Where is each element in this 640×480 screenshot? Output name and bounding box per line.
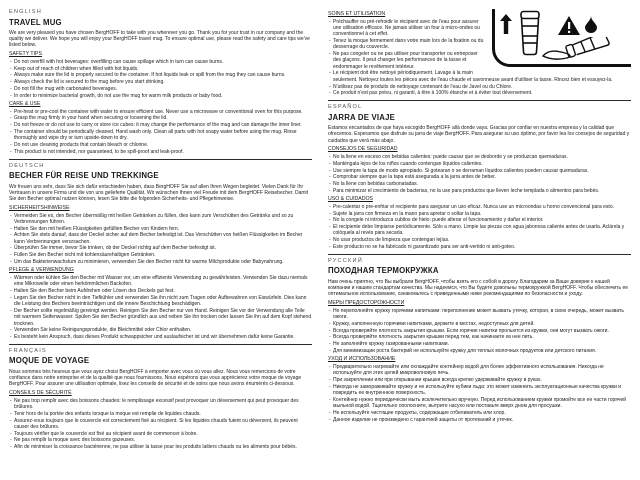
- bullet-item: - No la llene en exceso con bebidas calientes: puede causar que se desborde y se produzcan quemaduras.: [328, 154, 631, 160]
- language-label-deutsch: DEUTSCH: [9, 162, 45, 169]
- bullet-item: - Sujete la jarra con firmeza en la mano para apretar o soltar la tapa.: [328, 211, 631, 217]
- bullet-list-deutsch-safety: [9, 213, 312, 266]
- subheading-safety-tips: SAFETY TIPS: [9, 51, 42, 58]
- section-title-espanol: JARRA DE VIAJE: [328, 112, 396, 122]
- bullet-item: - Контейнер нужно периодически мыть исключительно вручную. Перед использованием кружки промойте все ее части горячей мыльной водой. Тщательно ополосните, вытрите насухо или поставьте вверх дном для просушки.: [328, 397, 631, 410]
- subheading-uso-cuidados: USO & CUIDADOS: [328, 196, 373, 203]
- bullet-item: - Do not overfill with hot beverages: overfilling can cause spillage which in turn can cause burns.: [9, 59, 312, 65]
- section-francais-care: [328, 11, 631, 97]
- bullet-item: - N'utilisez pas de produits de nettoyage contenant de l'eau de Javel ou du Chlore.: [328, 84, 631, 90]
- bullet-item: - Ne pas congeler ou ne pas utiliser pour transporter ou entreposer des glaçons. Il peut changer les performances de la tasse et endommager le revêtement intérieur.: [328, 51, 631, 70]
- bullet-item: - Предварительно нагревайте или охлаждайте контейнер водой для более эффективного использования. Никогда не используйте для этих целей микроволновую печь.: [328, 364, 631, 377]
- section-english: [9, 9, 312, 155]
- language-label-russian: РУССКИЙ: [328, 257, 363, 264]
- bullet-item: - No la congele ni introduzca cubitos de hielo: puede alterar el funcionamiento y dañar el interior.: [328, 217, 631, 223]
- bullet-item: - El recipiente debe limpiarse periódicamente. Sólo a mano. Limpie las piezas con agua jabonosa caliente antes de usarla. Aclárela y colóquela al revés para secarla.: [328, 224, 631, 237]
- bullet-item: - Comprobar siempre que la tapa está asegurada a la jarra antes de beber.: [328, 174, 631, 180]
- bullet-list-english-care: [9, 109, 312, 156]
- bullet-list-russian-care: [328, 364, 631, 423]
- section-divider: [9, 159, 312, 160]
- bullet-item: - Füllen Sie den Becher nicht mit kohlensäurehaltigen Getränken.: [9, 252, 312, 258]
- bullet-item: - Verwenden Sie keine Reinigungsprodukte, die Bleichmittel oder Chlor enthalten.: [9, 327, 312, 333]
- bullet-item: - Vermeiden Sie es, den Becher übermäßig mit heißen Getränken zu füllen, dies kann zum Verschütten des Getränks und so zu Verbrennungen führen.: [9, 213, 312, 226]
- bullet-item: - Tenez la moque fermement dans votre main lors de la fixation ou du desserrage du couvercle.: [328, 38, 631, 51]
- bullet-item: - In order to minimize bacterial growth, do not use the mug for warm milk products or baby food.: [9, 93, 312, 99]
- bullet-item: - Always check the lid is secured to the mug before you start drinking.: [9, 79, 312, 85]
- section-intro-russian: Нам очень приятно, что Вы выбрали BergHOFF, чтобы взять его с собой в дорогу. Благодарим за Ваше доверие к нашей компании и нашим стандартам качества. Мы надеемся, что Вы будете довольны термокружкой BergHOFF. Чтобы обеспечить ее оптимальное использование, ознакомьтесь с приведенными ниже рекомендациями по безопасности и уходу.: [328, 278, 629, 298]
- bullet-item: - Assurez-vous toujours que le couvercle est correctement fixé au récipient. Si les liquides chauds fuient ou déversent, ils peuvent causer des brûlures.: [9, 418, 312, 431]
- section-divider: [328, 100, 631, 101]
- subheading-consejos-seguridad: CONSEJOS DE SEGURIDAD: [328, 146, 398, 153]
- section-title-francais: MOQUE DE VOYAGE: [9, 356, 90, 366]
- section-title-deutsch: BECHER FÜR REISE UND TREKKINGE: [9, 171, 159, 181]
- bullet-item: - Ce produit n'est pas prévu, ni garanti, à être à 100% étanche et à éviter tout déversement.: [328, 90, 631, 96]
- subheading-conseils-securite: CONSEILS DE SÉCURITÉ: [9, 390, 72, 397]
- bullet-item: - No usar productos de limpieza que contengan lejías.: [328, 237, 631, 243]
- bullet-item: - The container should be periodically cleaned. Hand wash only. Clean all parts with hot soapy water before using the mug. Rinse thoroughly and wipe dry or turn upside-down to dry.: [9, 129, 312, 142]
- language-label-english: ENGLISH: [9, 9, 42, 15]
- bullet-item: - Не заполняйте кружку газированными напитками.: [328, 341, 631, 347]
- bullet-item: - Es besteht kein Anspruch, dass dieses Produkt schwappsicher und auslaufsicher ist und wir übernehmen dafür keine Garantie.: [9, 334, 312, 340]
- bullet-item: - Halten Sie den Becher beim Aufdrehen oder Lösen des Deckels gut fest.: [9, 288, 312, 294]
- bullet-item: - Überprüfen Sie immer, bevor Sie trinken, ob der Deckel richtig auf dem Becher befestigt ist.: [9, 245, 312, 251]
- left-column: [9, 9, 312, 476]
- bullet-item: - При закреплении или при открывании крышки всегда крепко удерживайте кружку в руках.: [328, 377, 631, 383]
- section-russian: [328, 258, 631, 423]
- bullet-item: - Никогда не замораживайте кружку и не используйте кубики льда: это может изменить эксплуатационные качества кружки и повредить ее внутреннюю поверхность.: [328, 384, 631, 397]
- bullet-list-espanol-care: [328, 204, 631, 251]
- subheading-sicherheitshinweise: SICHERHEITSHINWEISE: [9, 204, 70, 211]
- bullet-item: - Always make sure the lid is properly secured to the container. If hot liquids leak or spill from the mug they can cause burns.: [9, 72, 312, 78]
- bullet-item: - Do not use cleaning products that contain bleach or chlorine.: [9, 142, 312, 148]
- bullet-item: - Не используйте чистящие продукты, содержащие отбеливатель или хлор.: [328, 410, 631, 416]
- bullet-item: - Keep out of reach of children when filled with hot liquids.: [9, 66, 312, 72]
- bullet-item: - Для минимизации роста бактерий не используйте кружку для теплых молочных продуктов или детского питания.: [328, 348, 631, 354]
- subheading-mery-predostorozhnosti: МЕРЫ ПРЕДОСТОРОЖНОСТИ: [328, 300, 405, 307]
- bullet-item: - Grasp the mug firmly in your hand when securing or loosening the lid.: [9, 115, 312, 121]
- bullet-item: - Achten Sie stets darauf, dass der Deckel sicher auf dem Becher befestigt ist. Das Verschütten von heißen Flüssigkeiten im Becher kann Verbrennungen verursachen.: [9, 232, 312, 245]
- subheading-care-use: CARE & USE: [9, 101, 41, 108]
- bullet-list-deutsch-care: [9, 275, 312, 340]
- bullet-list-espanol-safety: [328, 154, 631, 194]
- section-intro-francais: Nous sommes très heureux que vous ayez choisi BergHOFF à emporter avec vous où vous allez. Nous vous remercions de votre confiance dans notre entreprise et de la qualité que nous fournissons. Nous espérons que vous apprécierez votre moque de voyage BergHOFF. Pour assurer une utilisation optimale, lisez les conseils de sécurité et de soins que nous avons énumérés ci-dessous.: [9, 368, 302, 388]
- subheading-pflege-verwendung: PFLEGE & VERWENDUNG: [9, 267, 74, 274]
- bullet-item: - Кружку, наполненную горячими напитками, держите в местах, недоступных для детей.: [328, 321, 631, 327]
- bullet-list-francais-safety: [9, 398, 312, 451]
- bullet-list-francais-care: [328, 19, 631, 97]
- section-divider: [328, 254, 631, 255]
- bullet-item: - Ne pas remplir la moque avec des boissons gazeuses.: [9, 437, 312, 443]
- bullet-item: - Halten Sie den mit heißen Flüssigkeiten gefüllten Becher von Kindern fern.: [9, 226, 312, 232]
- bullet-item: - Der Becher sollte regelmäßig gereinigt werden. Reinigen Sie den Becher nur von Hand. Reinigen Sie vor der Verwendung alle Teile mit warmem Seifenwasser. Spülen Sie den Becher gründlich aus und reiben Sie ihn trocken oder lassen Sie ihn auf dem Kopf stehend trocknen.: [9, 308, 312, 327]
- bullet-item: - Le récipient doit être nettoyé périodiquement. Lavage à la main seulement. Nettoyez toutes les pièces avec de l'eau chaude et savonneuse avant d'utiliser la tasse. Rincez bien et essuyez-la.: [328, 70, 631, 83]
- bullet-item: - Para minimizar el crecimiento de bacterias, no la use para productos que lleven leche templada o alimentos para bebés.: [328, 188, 631, 194]
- bullet-item: - Ne pas trop remplir avec des boissons chaudes: le remplissage excessif peut provoquer un déversement qui peut provoquer des brûlures.: [9, 398, 312, 411]
- section-intro-deutsch: Wir freuen uns sehr, dass Sie sich dafür entschieden haben, dass BergHOFF Sie auf allen Ihren Wegen begleitet. Vielen Dank für Ihr Vertrauen in unsere Firma und die von uns gelieferte Qualität. Wir wünschen Ihnen viel Freude mit dem BergHOFF Reisebecher. Damit Sie den Becher optimal nutzen können, lesen Sie bitte die folgenden Sicherheits- und Pflegehinweise.: [9, 183, 309, 203]
- section-espanol: [328, 104, 631, 250]
- language-label-francais: FRANÇAIS: [9, 347, 47, 354]
- bullet-item: - Tenir hors de la portée des enfants lorsque la moque est remplie de liquides chauds.: [9, 411, 312, 417]
- bullet-item: - No la llene con bebidas carbonatadas.: [328, 181, 631, 187]
- subheading-soins-utilisation: SOINS ET UTILISATION: [328, 11, 386, 17]
- section-divider: [9, 344, 312, 345]
- bullet-item: - Не переполняйте кружку горячими напитками: переполнение может вызвать утечку, которая, в свою очередь, может вызвать ожоги.: [328, 308, 631, 321]
- bullet-item: - Afin de minimiser la croissance bactérienne, ne pas utiliser la tasse pour les produits laitiers chauds ou les aliments pour bébés.: [9, 444, 312, 450]
- bullet-item: - Legen Sie den Becher nicht in den Tiefkühler und verwenden Sie ihn nicht zum Tragen oder Aufbewahren von Eiswürfeln. Dies kann die Leistung des Bechers beeinträchtigen und die innere Beschichtung beschädigen.: [9, 295, 312, 308]
- bullet-list-russian-safety: [328, 308, 631, 355]
- bullet-item: - Toujours vérifier que le couvercle est fixé au récipient avant de commencer à boire.: [9, 431, 312, 437]
- bullet-item: - Wärmen oder kühlen Sie den Becher mit Wasser vor, um eine effiziente Verwendung zu gewährleisten. Verwenden Sie dazu niemals eine Mikrowelle oder einen herkömmlichen Backofen.: [9, 275, 312, 288]
- bullet-item: - Este producto no se ha fabricado ni garantizado para ser anti-vertido ni anti-goteo.: [328, 244, 631, 250]
- section-title-russian: ПОХОДНАЯ ТЕРМОКРУЖКА: [328, 266, 439, 276]
- right-column: [328, 9, 631, 476]
- bullet-item: - Всегда проверяйте плотность закрытия крышки. Если горячие напитки прольются из кружки, они могут вызвать ожоги.: [328, 328, 631, 334]
- subheading-ukhod-ispolzovanie: УХОД И ИСПОЛЬЗОВАНИЕ: [328, 356, 396, 363]
- bullet-list-english-safety: [9, 59, 312, 99]
- bullet-item: - Pre-heat or pre-cool the container with water to ensure efficient use. Never use a microwave or conventional oven for this purpose.: [9, 109, 312, 115]
- bullet-item: - Use siempre la tapa de modo apropiado. Si gotearan o se derraman líquidos calientes pueden causar quemaduras.: [328, 168, 631, 174]
- language-label-espanol: ESPAÑOL: [328, 104, 363, 111]
- bullet-item: - This product is not intended, nor guaranteed, to be spill-proof and leak-proof.: [9, 149, 312, 155]
- bullet-item: - Данное изделие не произведено с гарантией защиты от протеканий и утечек.: [328, 417, 631, 423]
- section-deutsch: [9, 163, 312, 341]
- section-intro-english: We are very pleased you have chosen BergHOFF to take with you wherever you go. Thank you for your trust in our company and the quality we deliver. We hope you will enjoy your BergHOFF travel mug. To ensure optimal use, please read the safety and care tips we've listed below.: [9, 29, 310, 49]
- bullet-item: - Pre-calentar o pre-enfriar el recipiente para asegurar un uso eficaz. Nunca use un microondas u horno convencional para esto.: [328, 204, 631, 210]
- section-intro-espanol: Estamos encantados de que haya escogido BergHOFF allá donde vaya. Gracias por confiar en nuestra empresa y la calidad que ofrecemos. Esperamos que disfrute su jarra de viaje BergHOFF. Para asegurar su uso óptimo, por favor lea los consejos de seguridad y cuidados que verá más abajo.: [328, 124, 630, 144]
- section-title-english: TRAVEL MUG: [9, 17, 62, 27]
- bullet-item: - Do not freeze or do not use to carry or store ice cubes: it may change the performance of the mug and can damage the inner liner.: [9, 122, 312, 128]
- bullet-item: - Um das Bakterienwachstum zu minimieren, verwenden Sie den Becher nicht für warme Milchprodukte oder Babynahrung.: [9, 259, 312, 265]
- bullet-item: - Всегда проверяйте плотность закрытия крышки перед тем, как начинаете из нее пить.: [328, 334, 631, 340]
- bullet-item: - Do not fill the mug with carbonated beverages.: [9, 86, 312, 92]
- section-francais: [9, 348, 312, 451]
- bullet-item: - Manténgala lejos de los niños cuando contengan líquidos calientes.: [328, 161, 631, 167]
- bullet-item: - Préchauffer ou pré-refroidir le récipient avec de l'eau pour assurer une utilisation efficace. Ne jamais utiliser un four à micro-ondes ou conventionnel à cet effet.: [328, 19, 631, 38]
